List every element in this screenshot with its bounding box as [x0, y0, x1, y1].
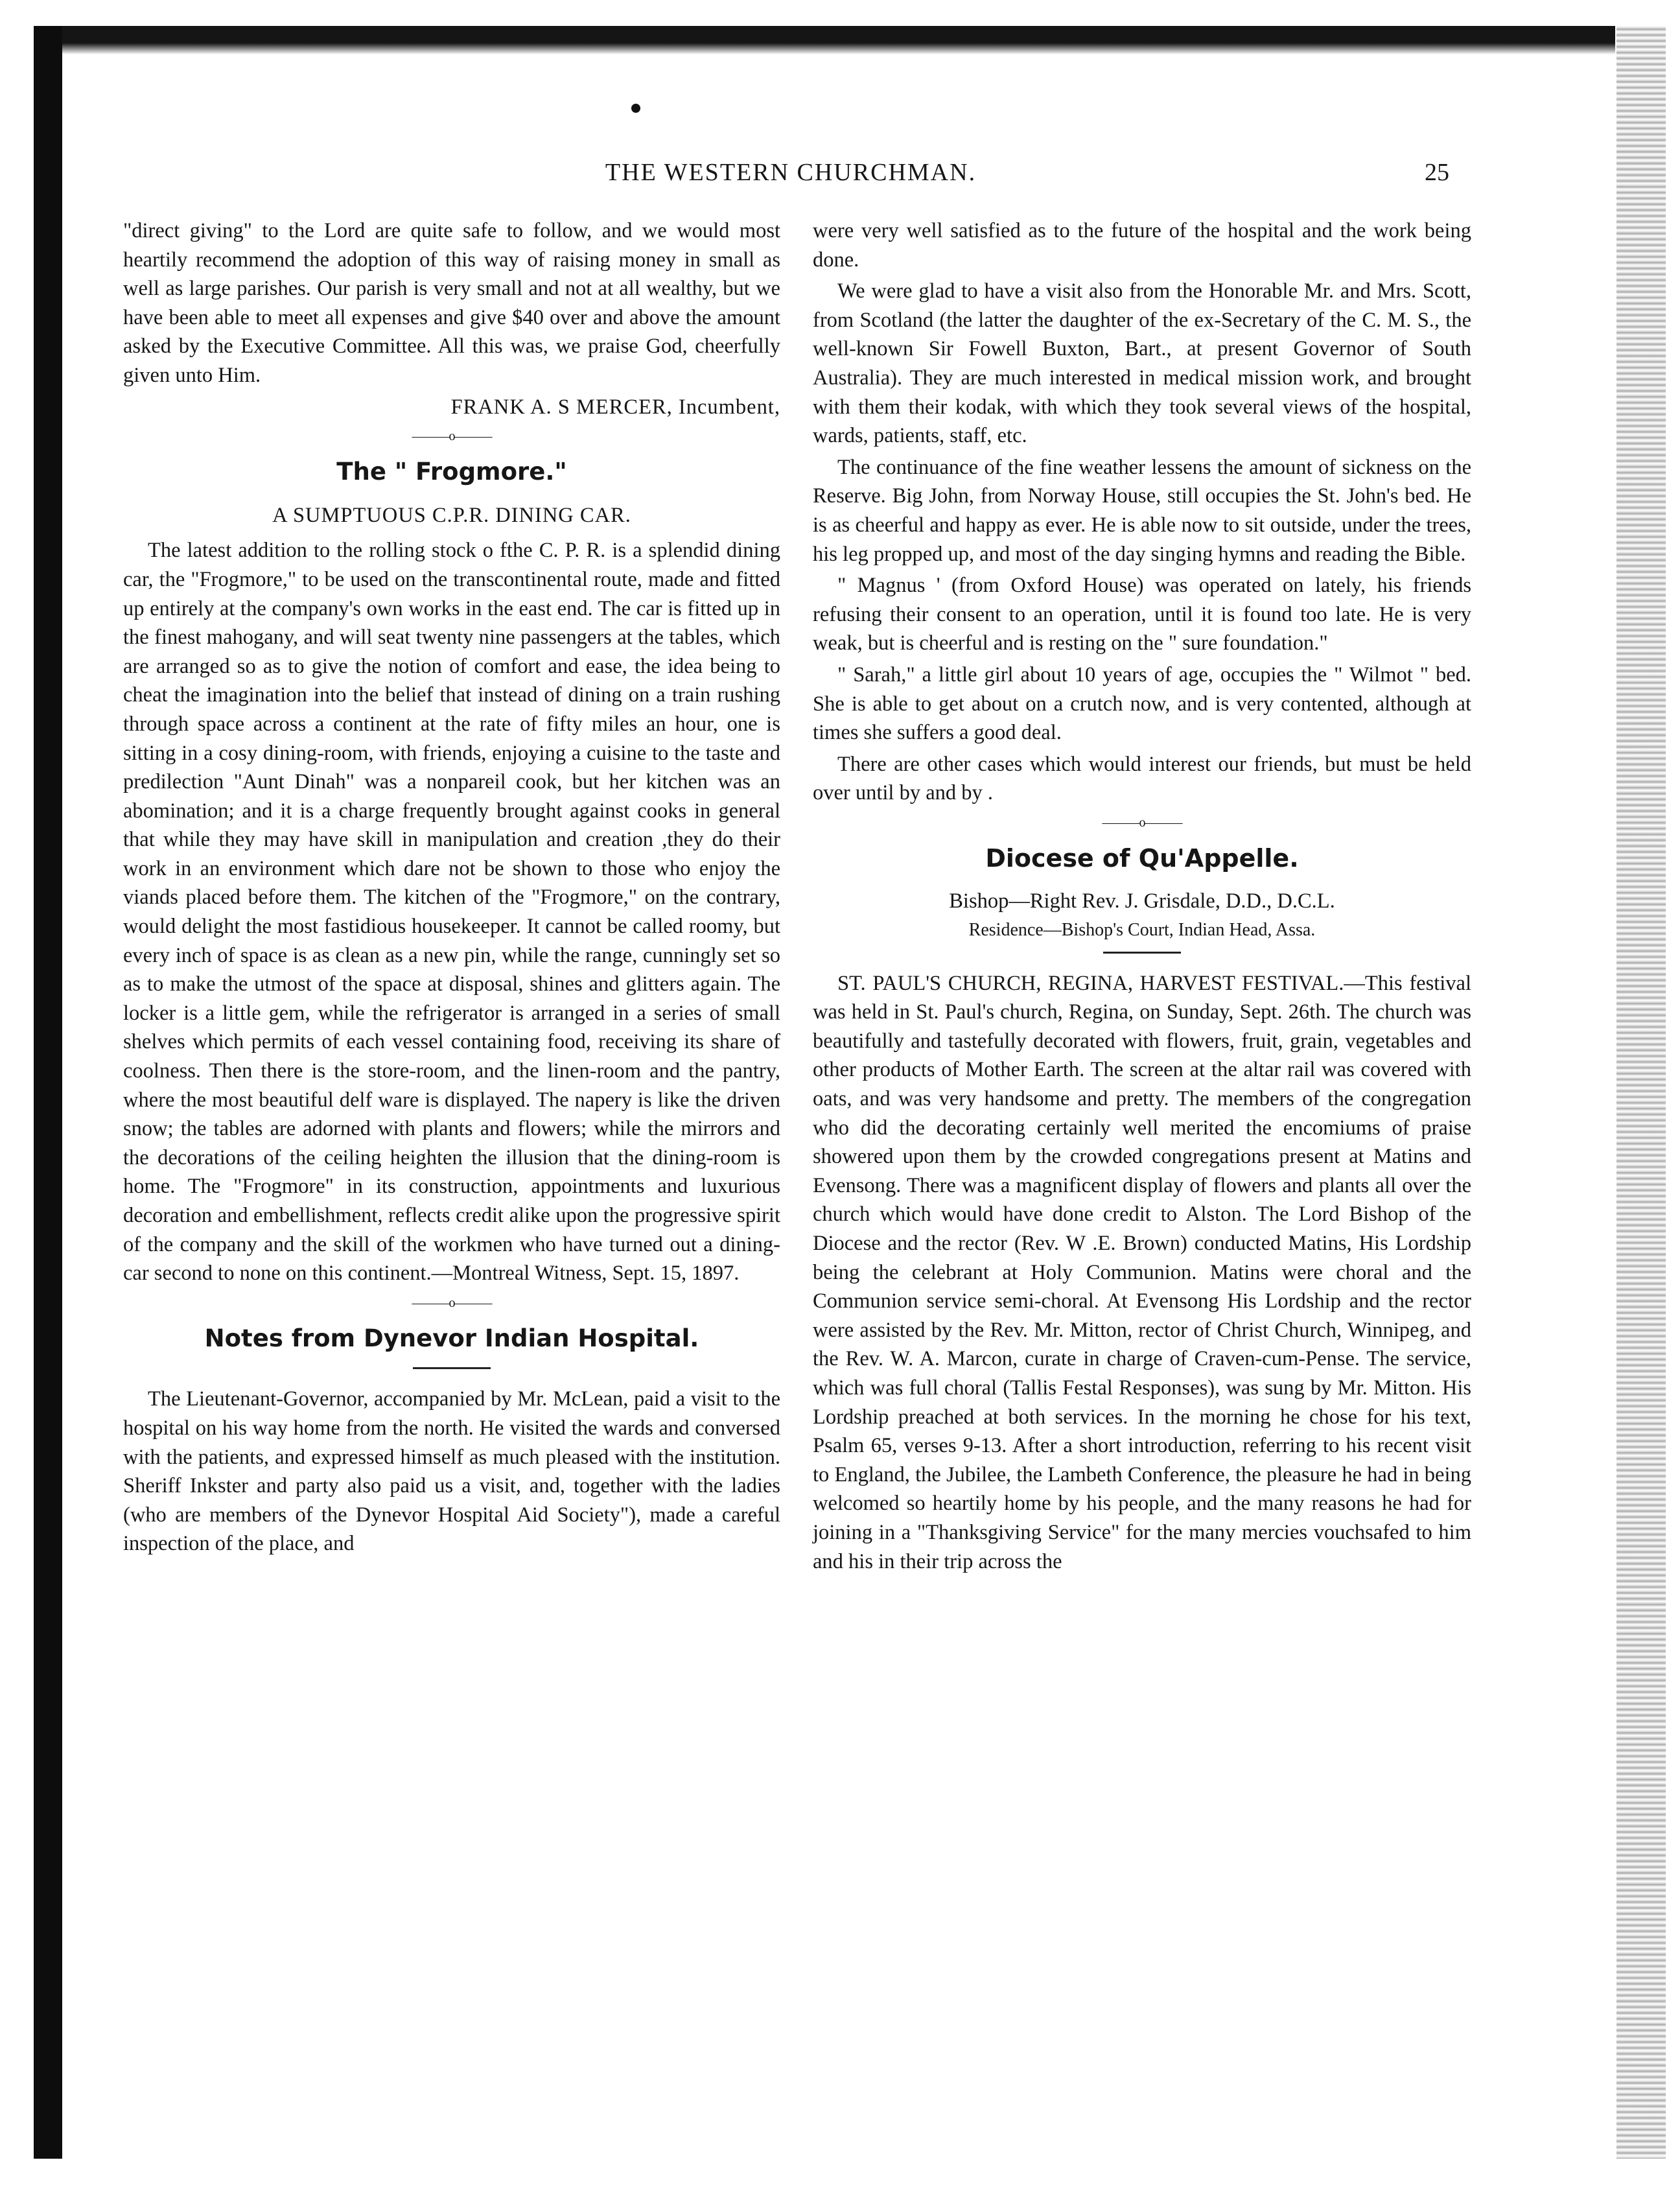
festival-paragraph: ST. PAUL'S CHURCH, REGINA, HARVEST FESTIVAL.—This festival was held in St. Paul's church, Regina, on Sunday, Sept. 26th. The church was beautifully and tastefully decorated with flowers, fruit, grain, vegetables and other products of Mother Earth. The screen at the altar rail was covered with oats, and was very handsome and pretty. The members of the congregation who did the decorating certainly well merited the encomiums of praise showered upon them by the crowded congregations present at Matins and Evensong. There was a magnificent display of flowers and plants all over the church which would have done credit to Alston. The Lord Bishop of the Diocese and the rector (Rev. W .E. Brown) conducted Matins, His Lordship being the celebrant at Holy Communion. Matins were choral and the Communion service semi-choral. At Evensong His Lordship and the rector were assisted by the Rev. Mr. Mitton, rector of Christ Church, Winnipeg, and the Rev. W. A. Marcon, curate in charge of Craven-cum-Pense. The service, which was full choral (Tallis Festal Responses), was sung by Mr. Mitton. His Lordship preached at both services. In the morning he chose for his text, Psalm 65, verses 9-13. After a short introduction, referring to his recent visit to England, the Jubilee, the Lambeth Conference, the pleasure he had in being welcomed so heartily home by his people, and the many reasons he had for joining in a "Thanksgiving Service" for the many mercies vouchsafed to him and his in their trip across the	[813, 971, 1471, 1573]
residence-line: Residence—Bishop's Court, Indian Head, Assa.	[968, 920, 1316, 941]
frogmore-subheading: A SUMPTUOUS C.P.R. DINING CAR.	[272, 503, 631, 527]
page-number: 25	[1425, 159, 1449, 186]
heading-rule	[1103, 952, 1181, 954]
separator: ———o———	[412, 429, 492, 444]
hospital-continued-paragraph: " Sarah," a little girl about 10 years of age, occupies the " Wilmot " bed. She is able to get about on a crutch now, and is very contented, although at times she suffers a good deal.	[813, 663, 1471, 745]
hospital-continued-paragraph: The continuance of the fine weather lessens the amount of sickness on the Reserve. Big John, from Norway House, still occupies the St. John's bed. He is as cheerful and happy as ever. He is able now to sit outside, under the trees, his leg propped up, and most of the day singing hymns and reading the Bible.	[813, 455, 1471, 566]
scan-border-top	[34, 26, 1615, 54]
frogmore-heading: The " Frogmore."	[336, 458, 567, 486]
hospital-paragraph: The Lieutenant-Governor, accompanied by Mr. McLean, paid a visit to the hospital on his way home from the north. He visited the wards and conversed with the patients, and expressed himself as much pleased with the institution. Sheriff Inkster and party also paid us a visit, and, together with the ladies (who are members of the Dynevor Hospital Aid Society"), made a careful inspection of the place, and	[123, 1387, 780, 1556]
frogmore-paragraph: The latest addition to the rolling stock o fthe C. P. R. is a splendid dining car, the "Frogmore," to be used on the transcontinental route, made and fitted up entirely at the company's own works in the east end. The car is fitted up in the finest mahogany, and will seat twenty nine passengers at the tables, which are arranged so as to give the notion of comfort and ease, the idea being to cheat the imagination into the belief that instead of dining on a train rushing through space across a continent at the rate of fifty miles an hour, one is sitting in a cosy dining-room, with friends, enjoying a cuisine to the taste and predilection "Aunt Dinah" was a nonpareil cook, but her kitchen was an abomination; and it is a charge frequently brought against cooks in general that while they may have skill in manipulation and creation ,they do their work in an environment which dare not be shown to those who enjoy the viands placed before them. The kitchen of the "Frogmore," on the contrary, would delight the most fastidious housekeeper. It cannot be called roomy, but every inch of space is as clean as a new pin, while the range, cunningly set so as to make the utmost of the space at disposal, shines and glitters again. The locker is a little gem, while the refrigerator is arranged in a series of small shelves which permits of each vessel containing food, receiving its share of coolness. Then there is the store-room, and the linen-room and the pantry, where the most beautiful delf ware is displayed. The napery is like the driven snow; the tables are adorned with plants and flowers; while the mirrors and the decorations of the ceiling heighten the illusion that the dining-room is home. The "Frogmore" in its construction, appointments and luxurious decoration and embellishment, reflects credit alike upon the progressive spirit of the company and the skill of the workmen who have turned out a dining-car second to none on this continent.—Montreal Witness, Sept. 15, 1897.	[123, 539, 780, 1285]
ink-dot	[631, 104, 640, 113]
hospital-continued-paragraph: There are other cases which would interest our friends, but must be held over until by and by .	[813, 752, 1471, 805]
running-head	[123, 158, 1458, 197]
opening-paragraph: "direct giving" to the Lord are quite safe to follow, and we would most heartily recommend the adoption of this way of raising money in small as well as large parishes. Our parish is very small and not at all wealthy, but we have been able to meet all expenses and give $40 over and above the amount asked by the Executive Committee. All this was, we praise God, cheerfully given unto Him.	[123, 219, 780, 387]
signature: FRANK A. S MERCER, Incumbent,	[450, 395, 780, 419]
page-title: THE WESTERN CHURCHMAN.	[605, 159, 977, 186]
separator: ———o———	[1102, 815, 1182, 830]
hospital-continued-paragraph: " Magnus ' (from Oxford House) was operated on lately, his friends refusing their consent to an operation, until it is found too late. He is very weak, but is cheerful and is resting on the " sure foundation."	[813, 574, 1471, 655]
hospital-continued-paragraph: were very well satisfied as to the future of the hospital and the work being done.	[813, 219, 1471, 272]
bishop-line: Bishop—Right Rev. J. Grisdale, D.D., D.C.L.	[949, 889, 1335, 913]
right-column	[813, 217, 1471, 2129]
heading-rule	[413, 1367, 491, 1369]
hospital-heading: Notes from Dynevor Indian Hospital.	[204, 1324, 699, 1352]
left-column	[123, 217, 780, 2129]
hospital-continued-paragraph: We were glad to have a visit also from the Honorable Mr. and Mrs. Scott, from Scotland (the latter the daughter of the ex-Secretary of the C. M. S., the well-known Sir Fowell Buxton, Bart., at present Governor of South Australia). They are much interested in medical mission work, and brought with them their kodak, with which they took several views of the hospital, wards, patients, staff, etc.	[813, 279, 1471, 448]
separator: ———o———	[412, 1295, 492, 1310]
scan-border-left	[34, 26, 62, 2159]
scan-border-right	[1616, 26, 1666, 2159]
diocese-heading: Diocese of Qu'Appelle.	[985, 843, 1299, 873]
